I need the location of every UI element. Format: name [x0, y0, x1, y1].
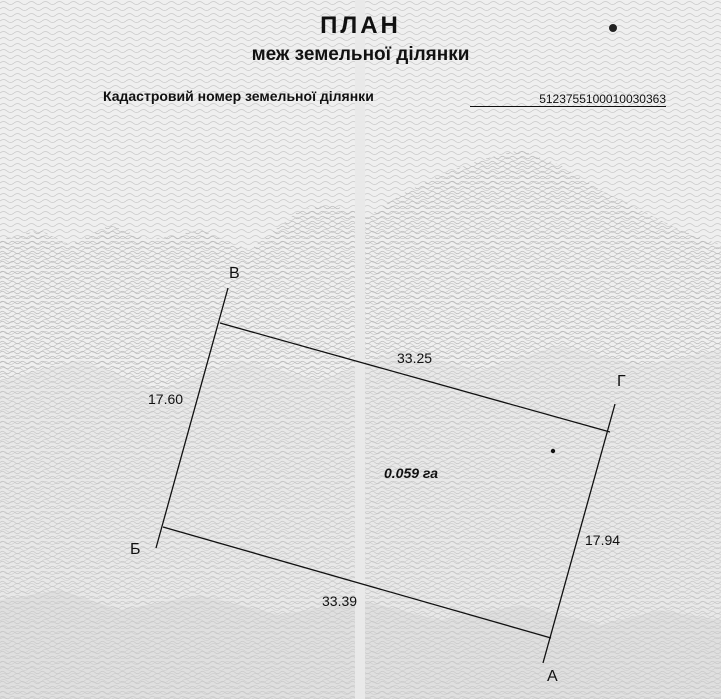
document-subtitle: меж земельної ділянки	[251, 44, 470, 65]
document-title: ПЛАН	[320, 12, 401, 39]
cadastral-number: 5123755100010030363	[470, 92, 666, 107]
boundary-left	[156, 288, 228, 548]
boundary-top	[220, 323, 610, 432]
plot-area: 0.059 га	[384, 465, 438, 481]
side-top-length: 33.25	[397, 350, 433, 366]
side-right-length: 17.94	[585, 532, 621, 548]
boundary-bottom	[163, 527, 551, 638]
side-left-length: 17.60	[148, 391, 184, 407]
ink-dot	[551, 449, 555, 453]
vertex-a-label: А	[547, 668, 558, 685]
vertex-v-label: В	[229, 265, 240, 282]
vertex-b-label: Б	[130, 541, 141, 558]
vertex-g-label: Г	[617, 373, 626, 390]
side-bottom-length: 33.39	[322, 593, 358, 609]
cadastral-label: Кадастровий номер земельної ділянки	[103, 88, 374, 104]
